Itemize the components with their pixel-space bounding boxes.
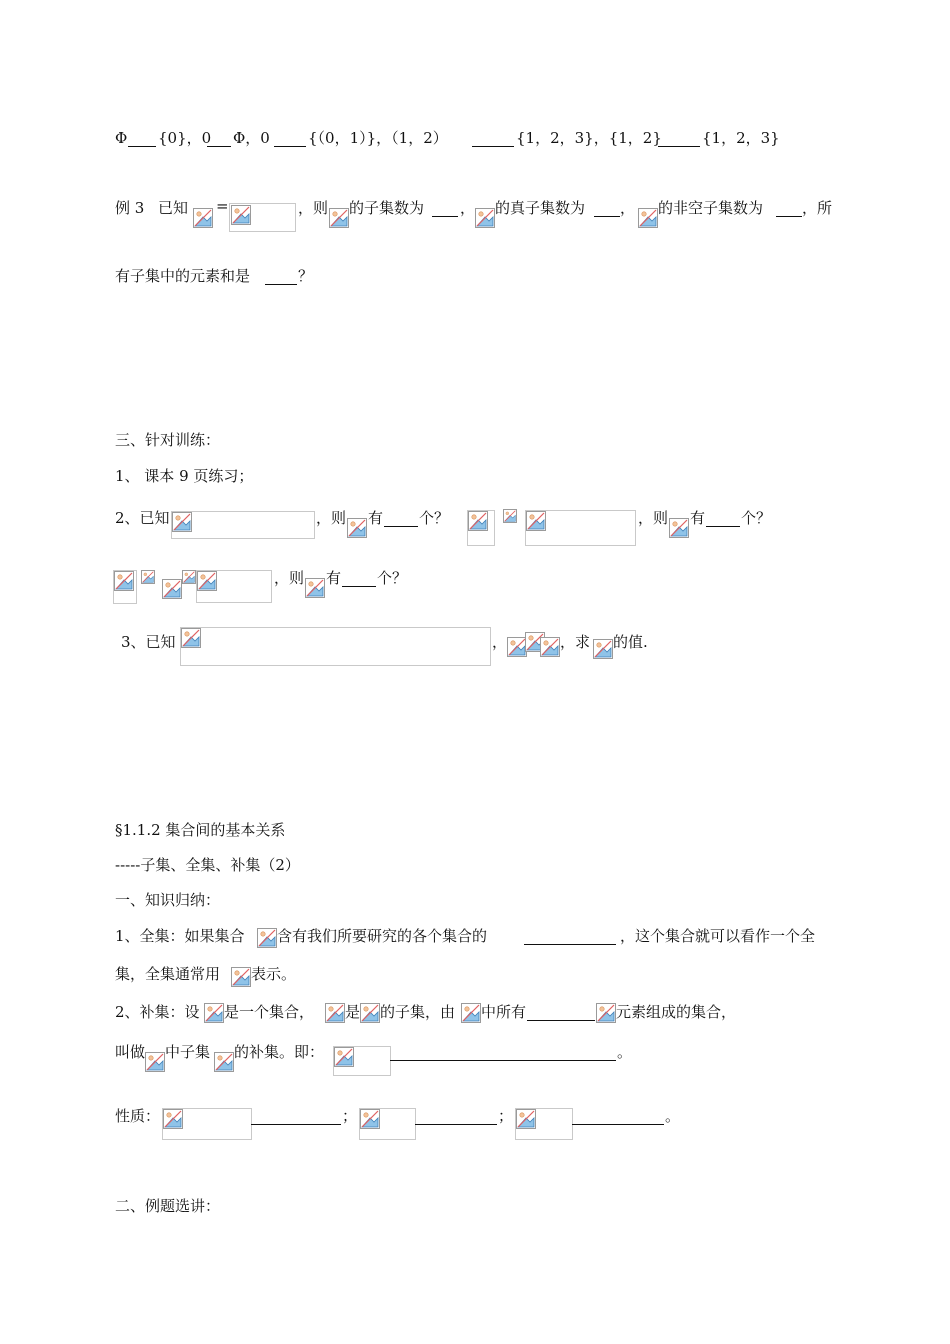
broken-image-icon bbox=[669, 518, 689, 538]
you-text: 有 bbox=[368, 509, 384, 527]
equals-sign: = bbox=[216, 197, 229, 215]
answer-blank[interactable] bbox=[265, 266, 297, 285]
phi-symbol: Φ bbox=[115, 129, 128, 147]
ge-text: 个？ bbox=[741, 509, 772, 527]
element-sum-text: 有子集中的元素和是 bbox=[115, 267, 251, 285]
properties-label: 性质： bbox=[115, 1107, 161, 1125]
then-text: ，则 bbox=[298, 199, 329, 217]
suo-text: ，所 bbox=[802, 199, 833, 217]
broken-image-icon bbox=[114, 571, 134, 591]
semicolon: ； bbox=[498, 1107, 514, 1125]
broken-image-icon bbox=[141, 570, 155, 584]
formula-image-box bbox=[180, 627, 491, 666]
period: 。 bbox=[665, 1107, 681, 1125]
comma: ， bbox=[620, 199, 636, 217]
answer-blank[interactable] bbox=[274, 128, 306, 147]
period: 。 bbox=[617, 1043, 633, 1061]
section-subtitle: -----子集、全集、补集（2） bbox=[115, 856, 300, 874]
then-text: ，则 bbox=[638, 509, 669, 527]
broken-image-icon bbox=[334, 1047, 354, 1067]
broken-image-icon bbox=[468, 511, 488, 531]
answer-blank[interactable] bbox=[572, 1106, 664, 1125]
complement-text: 的补集。即： bbox=[234, 1043, 325, 1061]
answer-blank[interactable] bbox=[706, 508, 740, 527]
comma: ， bbox=[492, 633, 508, 651]
ge-text: 个？ bbox=[419, 509, 450, 527]
answer-blank[interactable] bbox=[128, 128, 156, 147]
complement-text: 是 bbox=[345, 1003, 361, 1021]
value-text: 的值. bbox=[613, 633, 648, 651]
answer-blank[interactable] bbox=[594, 198, 620, 217]
examples-heading: 二、例题选讲： bbox=[115, 1197, 221, 1215]
answer-blank[interactable] bbox=[658, 128, 700, 147]
known-text: 已知 bbox=[158, 199, 189, 217]
you-text: 有 bbox=[326, 569, 342, 587]
broken-image-icon bbox=[507, 637, 527, 657]
ge-text: 个？ bbox=[377, 569, 408, 587]
broken-image-icon bbox=[305, 578, 325, 598]
answer-blank[interactable] bbox=[415, 1106, 497, 1125]
subset-count-text: 的子集数为 bbox=[349, 199, 425, 217]
broken-image-icon bbox=[516, 1109, 536, 1129]
practice-item-1: 1、 课本 9 页练习； bbox=[115, 467, 254, 485]
broken-image-icon bbox=[197, 571, 217, 591]
complement-text: 元素组成的集合， bbox=[616, 1003, 737, 1021]
then-text: ，则 bbox=[316, 509, 347, 527]
universal-set-text: 1、全集：如果集合 bbox=[115, 927, 245, 945]
broken-image-icon bbox=[540, 637, 560, 657]
set-text: Φ，0 bbox=[233, 129, 270, 147]
broken-image-icon bbox=[181, 628, 201, 648]
broken-image-icon bbox=[325, 1003, 345, 1023]
complement-text: 叫做 bbox=[115, 1043, 146, 1061]
practice-item-2-prefix: 2、已知 bbox=[115, 509, 170, 527]
broken-image-icon bbox=[172, 512, 192, 532]
universal-set-text: 含有我们所要研究的各个集合的 bbox=[277, 927, 488, 945]
answer-blank[interactable] bbox=[342, 568, 376, 587]
broken-image-icon bbox=[360, 1003, 380, 1023]
broken-image-icon bbox=[163, 1109, 183, 1129]
broken-image-icon bbox=[162, 579, 182, 599]
complement-text: 的子集，由 bbox=[380, 1003, 456, 1021]
broken-image-icon bbox=[596, 1003, 616, 1023]
universal-set-text: ，这个集合就可以看作一个全 bbox=[620, 927, 816, 945]
answer-blank[interactable] bbox=[432, 198, 458, 217]
proper-subset-count-text: 的真子集数为 bbox=[495, 199, 586, 217]
section-title: §1.1.2 集合间的基本关系 bbox=[115, 821, 286, 839]
answer-blank[interactable] bbox=[390, 1042, 616, 1061]
answer-blank[interactable] bbox=[384, 508, 418, 527]
broken-image-icon bbox=[503, 509, 517, 523]
complement-text: 是一个集合， bbox=[224, 1003, 315, 1021]
broken-image-icon bbox=[461, 1003, 481, 1023]
section-3-heading: 三、针对训练： bbox=[115, 431, 221, 449]
you-text: 有 bbox=[690, 509, 706, 527]
universal-set-text: 集，全集通常用 bbox=[115, 965, 221, 983]
formula-image-box bbox=[171, 511, 315, 539]
practice-item-3-prefix: 3、已知 bbox=[121, 633, 176, 651]
answer-blank[interactable] bbox=[207, 128, 231, 147]
broken-image-icon bbox=[593, 639, 613, 659]
complement-text: 中子集 bbox=[165, 1043, 211, 1061]
set-text: {1，2，3}，{1，2} bbox=[516, 129, 662, 147]
set-text: {1，2，3} bbox=[702, 129, 780, 147]
example-label: 例 3 bbox=[115, 199, 145, 217]
broken-image-icon bbox=[182, 570, 196, 584]
set-text: {（0，1）}，（1，2） bbox=[308, 129, 448, 147]
broken-image-icon bbox=[638, 208, 658, 228]
broken-image-icon bbox=[475, 208, 495, 228]
answer-blank[interactable] bbox=[776, 198, 802, 217]
broken-image-icon bbox=[204, 1003, 224, 1023]
broken-image-icon bbox=[193, 208, 213, 228]
broken-image-icon bbox=[347, 518, 367, 538]
broken-image-icon bbox=[231, 967, 251, 987]
answer-blank[interactable] bbox=[251, 1106, 341, 1125]
nonempty-subset-count-text: 的非空子集数为 bbox=[658, 199, 764, 217]
broken-image-icon bbox=[526, 511, 546, 531]
then-text: ，则 bbox=[274, 569, 305, 587]
comma: ， bbox=[460, 199, 476, 217]
set-text: {0}，0 bbox=[158, 129, 212, 147]
universal-set-text: 表示。 bbox=[251, 965, 297, 983]
answer-blank[interactable] bbox=[472, 128, 514, 147]
answer-blank[interactable] bbox=[527, 1002, 595, 1021]
broken-image-icon bbox=[145, 1052, 165, 1072]
broken-image-icon bbox=[360, 1109, 380, 1129]
knowledge-heading: 一、知识归纳： bbox=[115, 891, 221, 909]
question-mark: ？ bbox=[298, 267, 314, 285]
broken-image-icon bbox=[329, 208, 349, 228]
broken-image-icon bbox=[214, 1052, 234, 1072]
qiu-text: ，求 bbox=[560, 633, 591, 651]
broken-image-icon bbox=[257, 928, 277, 948]
complement-text: 中所有 bbox=[481, 1003, 527, 1021]
semicolon: ； bbox=[342, 1107, 358, 1125]
complement-text: 2、补集：设 bbox=[115, 1003, 200, 1021]
answer-blank[interactable] bbox=[524, 926, 616, 945]
broken-image-icon bbox=[231, 205, 251, 225]
